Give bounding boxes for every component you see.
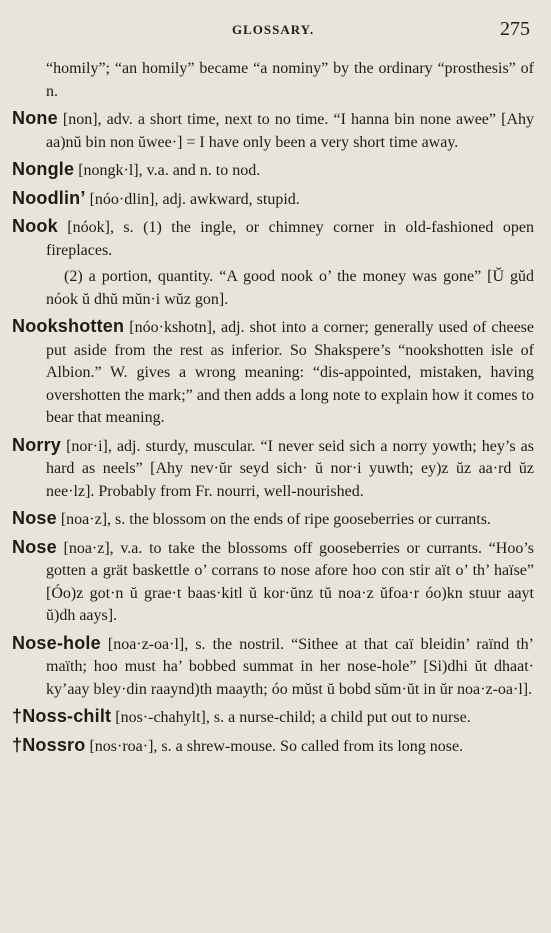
entry-nossro	[12, 734, 534, 759]
entry-nookshotten	[12, 315, 534, 430]
entry-nose-hole	[12, 632, 534, 702]
headword: None	[12, 108, 58, 128]
definition: [nor·i], adj. sturdy, muscular. “I never seid sich a norry yowth; hey’s as hard as neels” [Ahy nev·ŭr seyd sich· ŭ nor·i yuwth; ey)z ŭz aa·rd ŭz nee·lz]. Probably from Fr. nourri, well-nourished.	[46, 437, 534, 500]
headword: Nose	[12, 508, 57, 528]
definition: [nóo·dlin], adj. awkward, stupid.	[85, 190, 300, 208]
definition: [noa·z-oa·l], s. the nostril. “Sithee at that caï bleidin’ raïnd th’ maïth; hoo must ha’ bobbed summat in her nose-hole” [Si)dhi ŭt dhaat· ky’aay bley·din raaynd)th maayth; óo mŭst ŭ bobd sŭm·ŭt in ŭr noa·z-oa·l].	[46, 635, 534, 698]
headword: Norry	[12, 434, 62, 455]
entry-nook-sense-2: (2) a portion, quantity. “A good nook o’ the money was gone” [Ŭ gŭd nóok ŭ dhŭ mŭn·i wŭz gon].	[46, 268, 534, 308]
definition: [nóok], s. (1) the ingle, or chimney corner in old-fashioned open fireplaces.	[46, 219, 534, 259]
headword: Nose	[12, 536, 57, 557]
definition: [non], adv. a short time, next to no time. “I hanna bin none awee” [Ahy aa)nŭ bin non ŭwee·] = I have only been a very short time away.	[46, 111, 534, 151]
entry-continuation: “homily”; “an homily” became “a nominy” by the ordinary “prosthesis” of n.	[46, 60, 534, 100]
entry-nongle	[12, 158, 534, 183]
headword: Nose-hole	[12, 632, 101, 653]
definition: [nos·-chahylt], s. a nurse-child; a child put out to nurse.	[111, 709, 471, 726]
entry-none	[12, 107, 534, 154]
headword: †Noss-chilt	[12, 706, 112, 726]
definition: [noa·z], v.a. to take the blossoms off gooseberries or currants. “Hoo’s gotten a grät baskettle o’ corrans to nose afore hoo con stir aït o’ th’ haïse” [Óo)z got·n ŭ grae·t baas·kitl ŭ kor·ŭnz tŭ noa·z ŭfoa·r óo)kn stuur aayt ŭ)dh aays].	[46, 539, 534, 624]
definition: [nos·roa·], s. a shrew-mouse. So called from its long nose.	[85, 737, 464, 755]
headword: Noodlin’	[12, 187, 86, 208]
entry-noss-chilt	[12, 705, 534, 730]
page-number: 275	[500, 18, 530, 40]
definition: [noa·z], s. the blossom on the ends of ripe gooseberries or currants.	[56, 511, 491, 528]
definition: [nongk·l], v.a. and n. to nod.	[74, 162, 261, 179]
entry-norry	[12, 434, 534, 504]
entry-nose-verb	[12, 536, 534, 628]
entry-noodlin	[12, 187, 534, 212]
headword: Nookshotten	[12, 316, 125, 336]
headword: Nook	[12, 216, 58, 236]
definition: [nóo·kshotn], adj. shot into a corner; generally used of cheese put aside from the rest as inferior. So Shakspere’s “nookshotten isle of Albion.” W. gives a wrong meaning: “dis-appointed, mistaken, having overshotten the mark;” and then adds a long note to explain how it comes to bear that meaning.	[46, 319, 534, 426]
headword: Nongle	[12, 159, 75, 179]
headword: †Nossro	[12, 734, 86, 755]
page-header	[0, 14, 551, 38]
running-title: GLOSSARY.	[232, 22, 315, 37]
entry-nose-noun	[12, 507, 534, 532]
glossary-text	[12, 58, 534, 762]
entry-nook	[12, 215, 534, 262]
